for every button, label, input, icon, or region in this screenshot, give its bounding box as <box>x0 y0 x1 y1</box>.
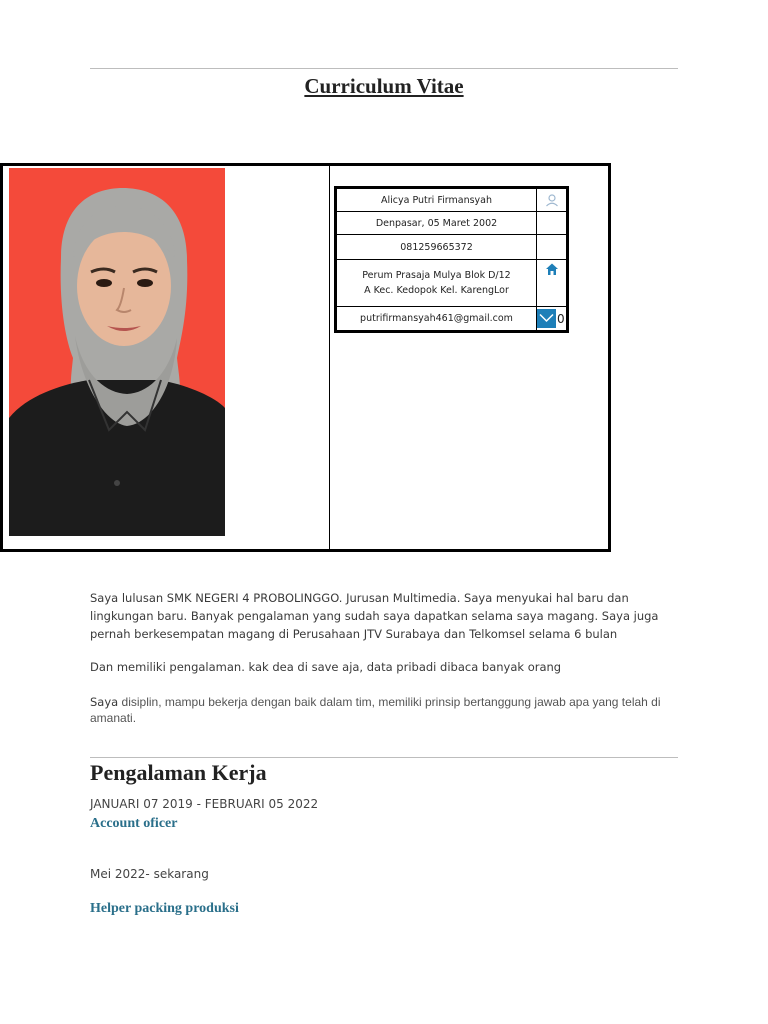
birth-row <box>337 212 566 235</box>
experience-heading: Pengalaman Kerja <box>90 760 267 785</box>
profile-email[interactable]: putrifirmansyah461@gmail.com <box>360 313 513 324</box>
home-icon <box>545 262 559 276</box>
about-paragraph-2: Dan memiliki pengalaman. kak dea di save aja, data pribadi dibaca banyak orang <box>90 660 562 674</box>
person-icon <box>545 193 559 207</box>
profile-phone: 081259665372 <box>400 241 473 253</box>
about-paragraph-1: Saya lulusan SMK NEGERI 4 PROBOLINGGO. Jurusan Multimedia. Saya menyukai hal baru dan lingkungan baru. Banyak pengalaman yang sudah saya dapatkan selama saya magang. Saya juga pernah berkesempatan magang di Perusahaan JTV Surabaya dan Telkomsel selama 6 bulan <box>90 591 659 641</box>
profile-address-line1: Perum Prasaja Mulya Blok D/12 <box>362 270 511 281</box>
experience-role-2: Helper packing produksi <box>90 901 239 916</box>
email-suffix: 0 <box>557 311 565 326</box>
about-paragraph-3-rest: disiplin, mampu bekerja dengan baik dalam tim, memiliki prinsip bertanggung jawab apa yang telah di amanati. <box>90 695 661 725</box>
profile-birth: Denpasar, 05 Maret 2002 <box>375 217 498 229</box>
profile-photo <box>9 168 225 536</box>
profile-address-line2: A Kec. Kedopok Kel. KarengLor <box>364 285 509 296</box>
contact-info-table <box>334 186 569 333</box>
experience-period-1: JANUARI 07 2019 - FEBRUARI 05 2022 <box>90 797 319 811</box>
section-divider <box>90 757 678 758</box>
frame-divider <box>329 166 330 549</box>
page-title: Curriculum Vitae <box>304 74 464 98</box>
address-row <box>337 260 566 307</box>
profile-name: Alicya Putri Firmansyah <box>381 194 492 206</box>
phone-row <box>337 235 566 260</box>
envelope-icon <box>537 309 556 328</box>
top-divider <box>90 68 678 69</box>
about-paragraph-3 <box>90 694 682 726</box>
experience-period-2: Mei 2022- sekarang <box>90 867 209 881</box>
name-row <box>337 189 566 212</box>
about-paragraph-3-lead: Saya <box>90 695 119 709</box>
email-row <box>337 307 566 330</box>
experience-role-1: Account oficer <box>90 816 178 831</box>
